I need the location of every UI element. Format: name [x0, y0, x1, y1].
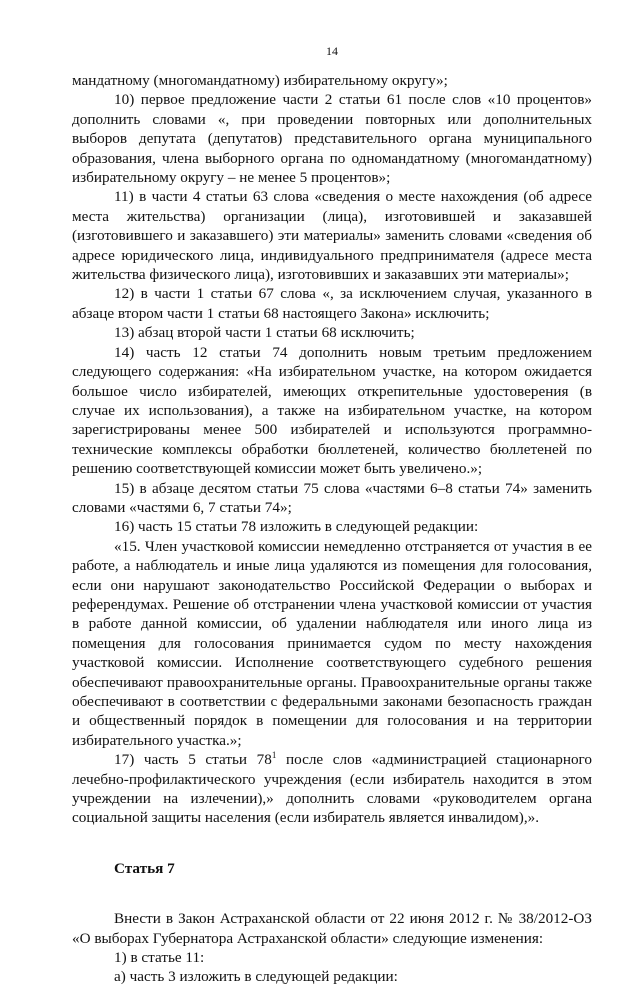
paragraph-item-15: 15) в абзаце десятом статьи 75 слова «частями 6–8 статьи 74» заменить словами «частями 6, 7 статьи 74»; [72, 479, 592, 516]
paragraph-continuation: мандатному (многомандатному) избирательному округу»; [72, 72, 448, 89]
item-17-start: 17) часть 5 статьи 78 [114, 751, 272, 769]
paragraph-item-17 [72, 750, 592, 828]
paragraph-item-11: 11) в части 4 статьи 63 слова «сведения о месте нахождения (об адресе места жительства) организации (лица), изготовившей и заказавшей (изготовившего и заказавшего) эти материалы» заменить словами «сведения об адресе юридического лица, индивидуального предпринимателя (адресе места жительства физического лица), изготовивших и заказавших эти материалы»; [72, 188, 592, 284]
item-17-superscript: 1 [271, 750, 277, 761]
paragraph-item-14: 14) часть 12 статьи 74 дополнить новым третьим предложением следующего содержания: «На избирательном участке, на котором ожидается большое число избирателей, имеющих открепительные удостоверения (в случае их использования), а также на избирательном участке, на котором зарегистрированы менее 500 избирателей и используются программно-технические комплексы обработки бюллетеней, количество бюллетеней по решению соответствующей комиссии может быть увеличено.»; [72, 343, 592, 478]
paragraph-article-7-item-a: а) часть 3 изложить в следующей редакции: [114, 968, 398, 986]
paragraph-item-16: 16) часть 15 статьи 78 изложить в следующей редакции: [114, 518, 479, 536]
paragraph-article-7-item-1: 1) в статье 11: [114, 949, 205, 967]
paragraph-quote-15: «15. Член участковой комиссии немедленно отстраняется от участия в ее работе, а наблюдатель и иные лица удаляются из помещения для голосования, если они нарушают законодательство Российской Федерации о выборах и референдумах. Решение об отстранении члена участковой комиссии от участия в работе данной комиссии, об удалении наблюдателя или иного лица из помещения для голосования принимается судом по месту нахождения участковой комиссии. Исполнение соответствующего судебного решения обеспечивают правоохранительные органы. Правоохранительные органы также обеспечивают в соответствии с федеральными законами безопасность граждан и общественный порядок в помещении для голосования и на территории избирательного участка.»; [72, 537, 592, 749]
article-heading: Статья 7 [114, 859, 175, 877]
paragraph-article-7-intro: Внести в Закон Астраханской области от 22 июня 2012 г. № 38/2012-ОЗ «О выборах Губернатора Астраханской области» следующие изменения: [72, 910, 592, 947]
page-number: 14 [326, 44, 338, 58]
paragraph-item-12: 12) в части 1 статьи 67 слова «, за исключением случая, указанного в абзаце втором части 1 статьи 68 настоящего Закона» исключить; [72, 285, 592, 322]
document-page [72, 44, 592, 987]
paragraph-item-10: 10) первое предложение части 2 статьи 61 после слов «10 процентов» дополнить словами «, при проведении повторных или дополнительных выборов депутата (депутатов) представительного органа муниципального образования, члена выборного органа по одномандатному (многомандатному) избирательному округу – не менее 5 процентов»; [72, 91, 592, 187]
paragraph-item-13: 13) абзац второй части 1 статьи 68 исключить; [114, 324, 415, 342]
item-17-rest: после слов «администрацией стационарного лечебно-профилактического учреждения (если избиратель находится в этом учреждении на излечении),» дополнить словами «руководителем органа социальной защиты населения (если избиратель является инвалидом),». [72, 751, 593, 827]
